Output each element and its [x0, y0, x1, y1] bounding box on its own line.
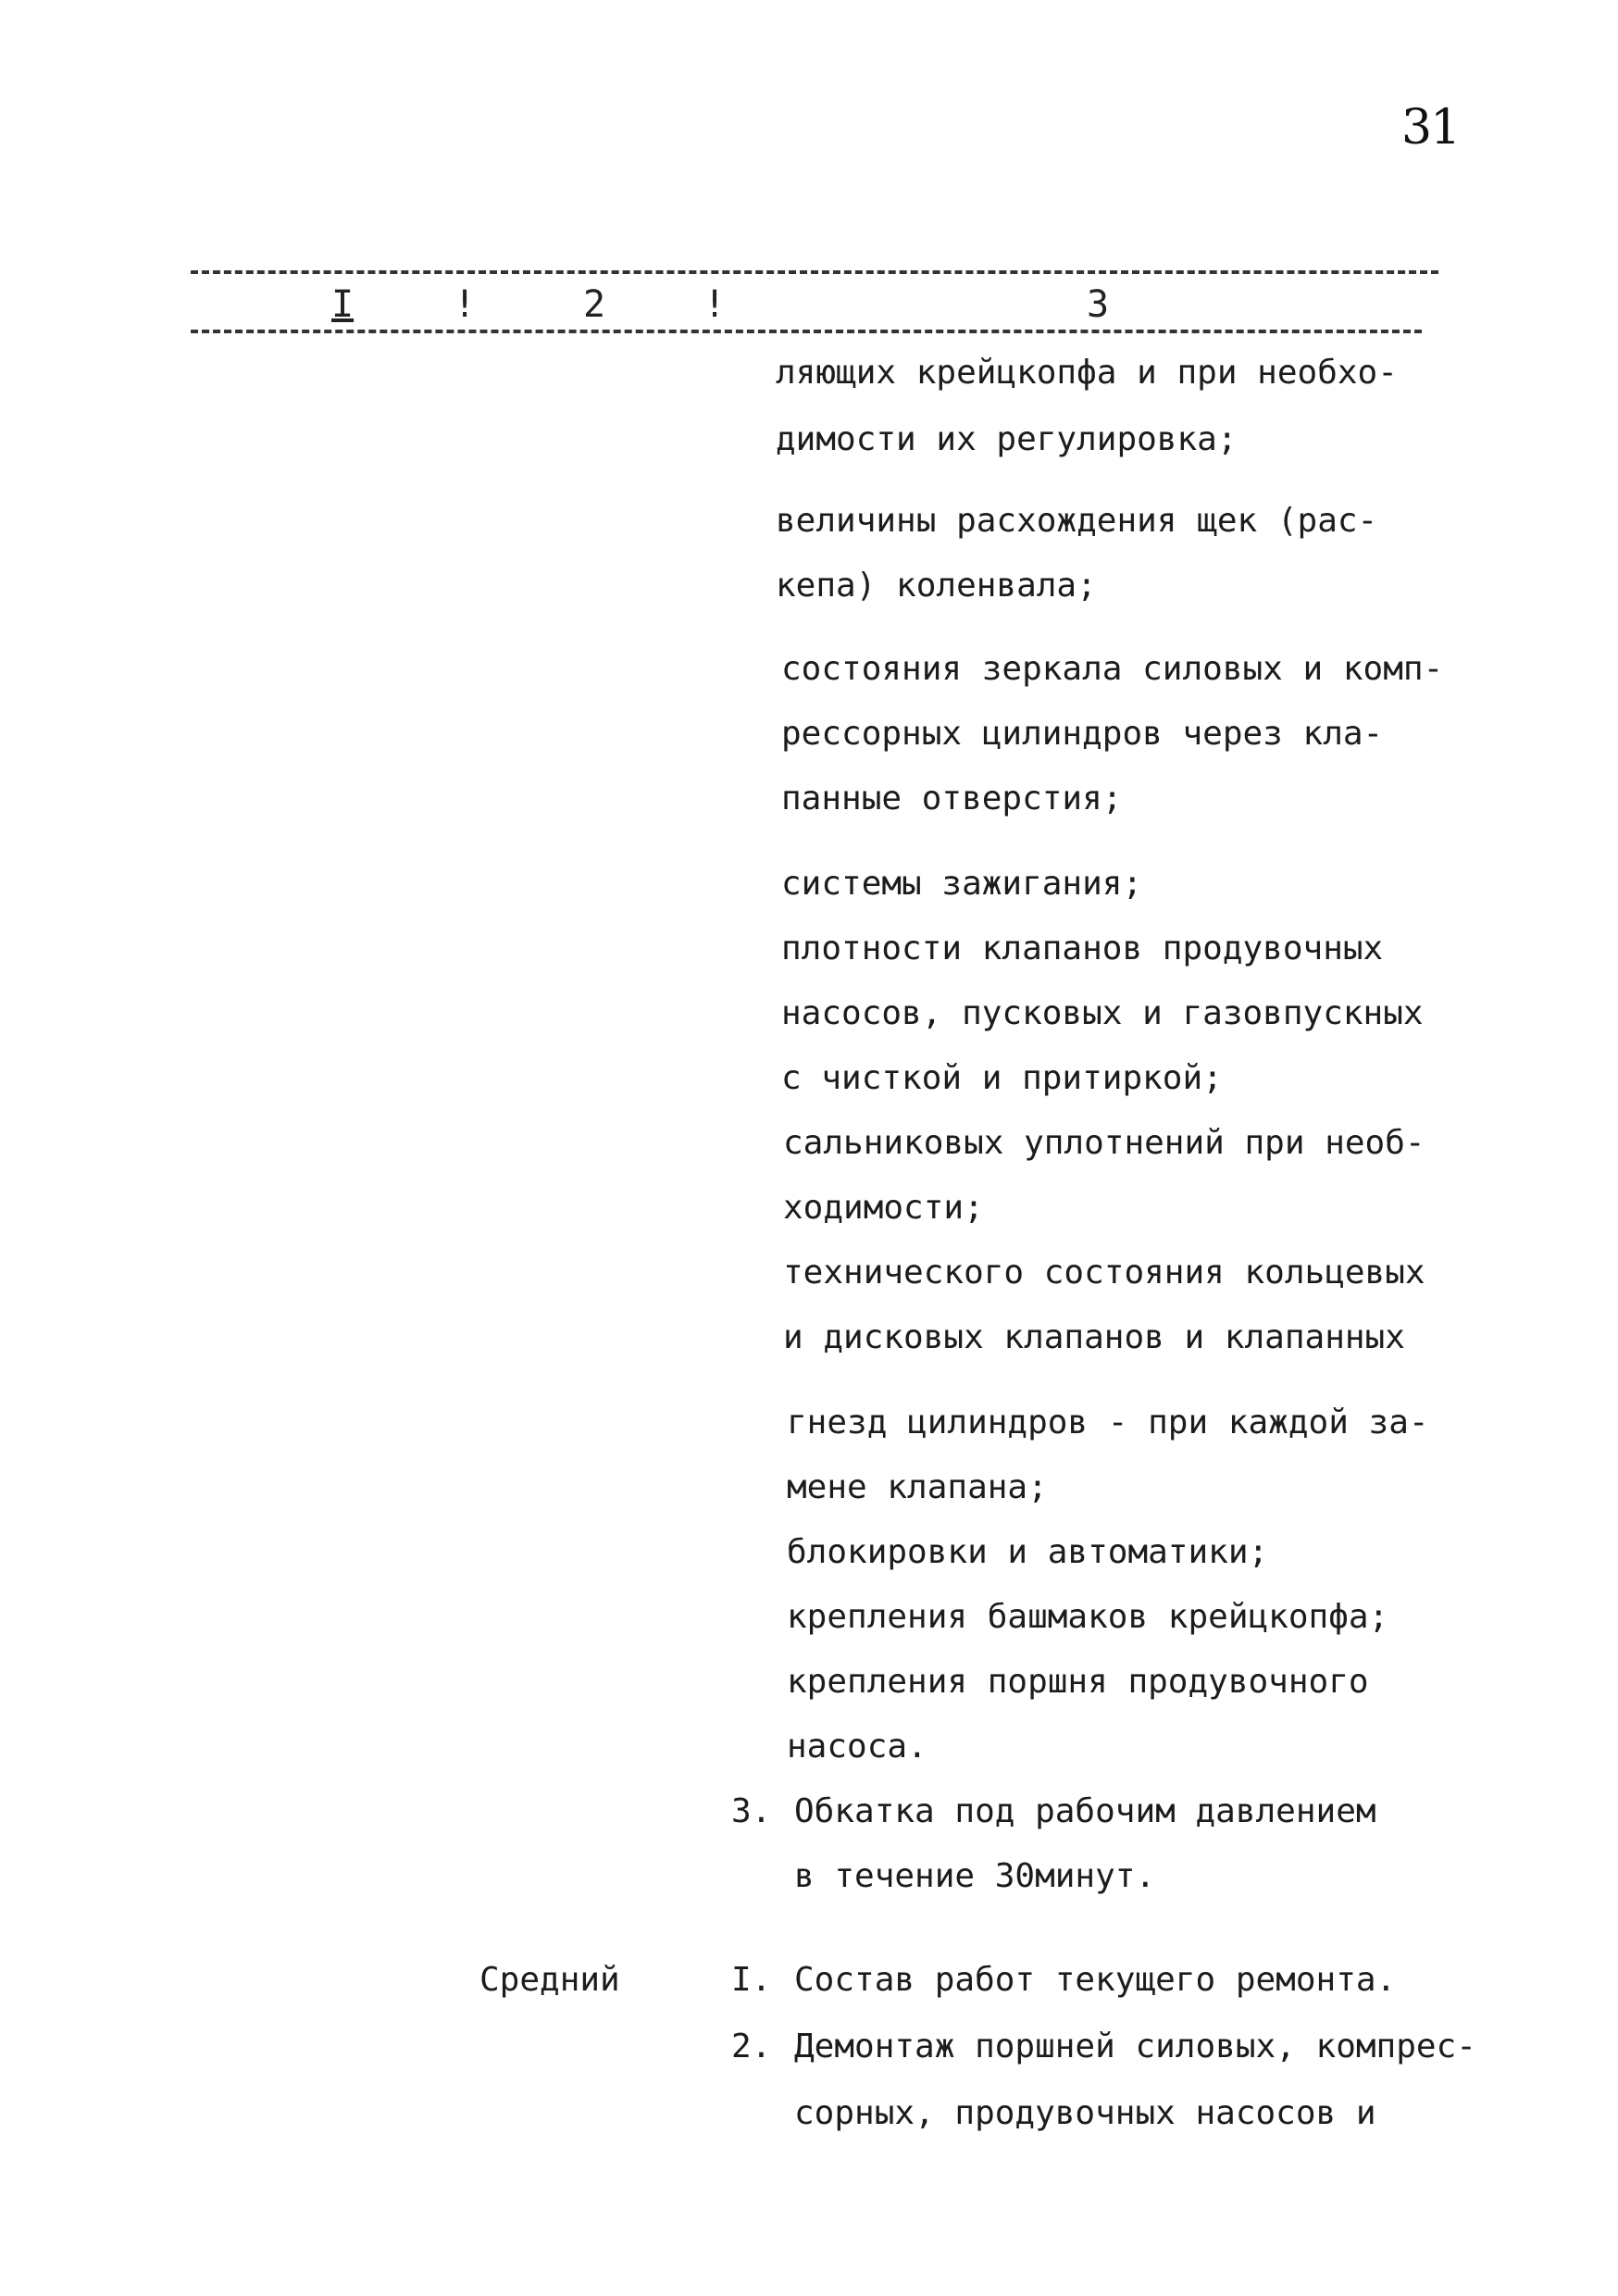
table-header-col-1: I: [331, 283, 355, 326]
continuation-line: крепления башмаков крейцкопфа;: [787, 1598, 1389, 1636]
continuation-line: с чисткой и притиркой;: [781, 1059, 1223, 1097]
continuation-line: плотности клапанов продувочных: [781, 930, 1384, 967]
continuation-line: и дисковых клапанов и клапанных: [783, 1318, 1405, 1356]
item-3-number: 3.: [731, 1792, 772, 1830]
table-header-rule-bottom: [191, 330, 1422, 333]
continuation-line: гнезд цилиндров - при каждой за-: [787, 1404, 1429, 1441]
repair-level-label: Средний: [479, 1961, 620, 1999]
table-header-col-3: 3: [1087, 283, 1110, 326]
continuation-line: блокировки и автоматики;: [787, 1533, 1269, 1571]
item-3-line: Обкатка под рабочим давлением: [794, 1792, 1376, 1830]
medium-item-2-line: сорных, продувочных насосов и: [794, 2094, 1376, 2132]
continuation-line: насосов, пусковых и газовпускных: [781, 994, 1424, 1032]
continuation-line: кепа) коленвала;: [776, 567, 1097, 605]
table-header-rule-top: [191, 270, 1438, 274]
continuation-line: сальниковых уплотнений при необ-: [783, 1124, 1425, 1162]
table-header-col-2: 2: [583, 283, 606, 326]
table-header-separator-2: !: [703, 283, 727, 326]
continuation-line: рессорных цилиндров через кла-: [781, 715, 1384, 753]
medium-item-1-number: I.: [731, 1961, 772, 1999]
page-number: 31: [1401, 100, 1460, 156]
continuation-line: состояния зеркала силовых и комп-: [781, 650, 1444, 688]
continuation-line: панные отверстия;: [781, 780, 1123, 817]
continuation-line: насоса.: [787, 1728, 927, 1766]
continuation-line: димости их регулировка;: [776, 420, 1238, 458]
item-3-line: в течение 30минут.: [794, 1857, 1156, 1895]
medium-item-1-line: Состав работ текущего ремонта.: [794, 1961, 1397, 1999]
medium-item-2-line: Демонтаж поршней силовых, компрес-: [794, 2028, 1476, 2065]
continuation-line: величины расхождения щек (рас-: [776, 502, 1378, 540]
continuation-line: ходимости;: [783, 1189, 984, 1227]
medium-item-2-number: 2.: [731, 2028, 772, 2065]
continuation-line: системы зажигания;: [781, 865, 1143, 903]
continuation-line: ляющих крейцкопфа и при необхо-: [776, 354, 1398, 392]
continuation-line: крепления поршня продувочного: [787, 1663, 1369, 1701]
table-header-separator-1: !: [454, 283, 477, 326]
continuation-line: мене клапана;: [787, 1468, 1048, 1506]
continuation-line: технического состояния кольцевых: [783, 1254, 1425, 1292]
